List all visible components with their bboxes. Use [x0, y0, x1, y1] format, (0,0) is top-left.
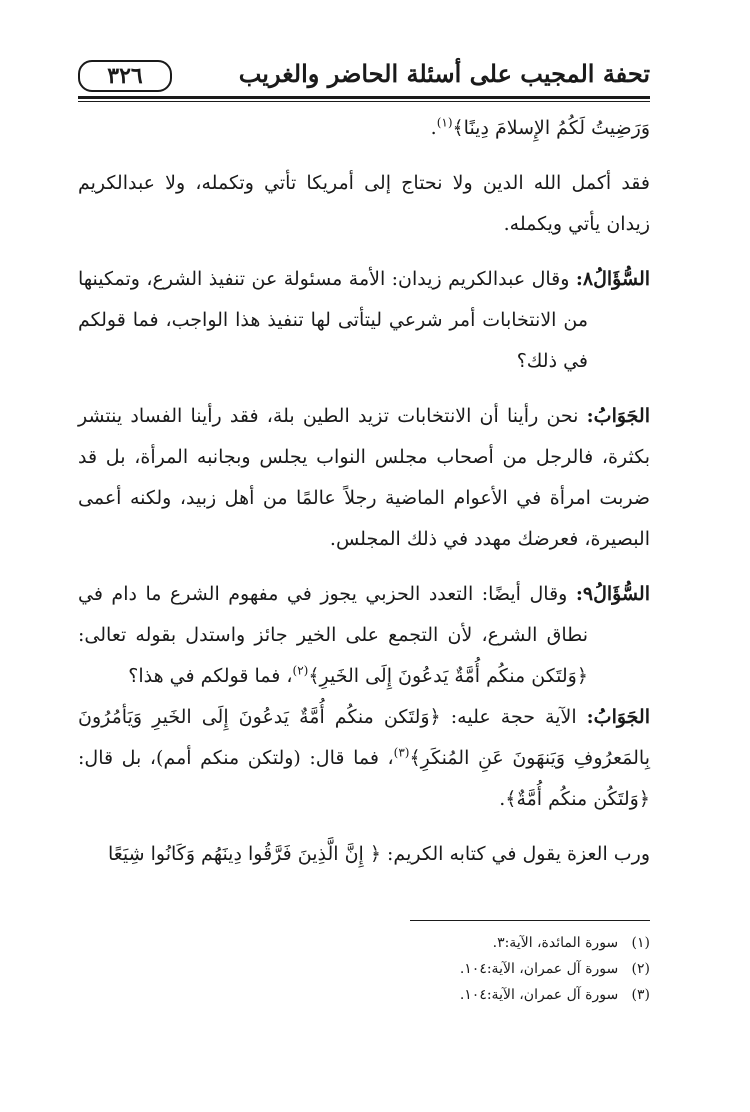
page-header: [78, 56, 650, 96]
answer-text: الآية حجة عليه: ﴿وَلتَكن منكُم أُمَّةٌ يَدعُونَ إِلَى الخَيرِ وَيَأمُرُونَ بِالمَعرُوفِ وَيَنهَونَ عَنِ المُنكَرِ﴾: [78, 706, 650, 769]
footnote-rule: [410, 920, 650, 921]
answer-label: الجَوَابُ:: [586, 405, 650, 427]
answer-9: الجَوَابُ: الآية حجة عليه: ﴿وَلتَكن منكُم أُمَّةٌ يَدعُونَ إِلَى الخَيرِ وَيَأمُرُونَ بِالمَعرُوفِ وَيَنهَونَ عَنِ المُنكَرِ﴾$^{(٣)}$، فما قال: (ولتكن منكم أمم)، بل قال: ﴿وَلتَكُن منكُم أُمَّةٌ﴾.: [78, 706, 650, 810]
question-label: السُّؤَالُ٩:: [575, 583, 650, 605]
answer-label: الجَوَابُ:: [586, 706, 650, 728]
paragraph: فقد أكمل الله الدين ولا نحتاج إلى أمريكا تأتي وتكمله، ولا عبدالكريم زيدان يأتي ويكمله.: [78, 172, 650, 235]
answer-text: نحن رأينا أن الانتخابات تزيد الطين بلة، فقد رأينا الفساد ينتشر بكثرة، فالرجل من أصحاب مجلس النواب يجلس وبجانبه المرأة، بل قد ضربت امرأة في الأعوام الماضية رجلاً عالمًا من أهل زبيد، ولكنه أعمى البصيرة، فعرضك مهدد في ذلك المجلس.: [78, 405, 650, 550]
book-title: تحفة المجيب على أسئلة الحاضر والغريب: [238, 59, 650, 88]
footnote-ref-1: (١): [436, 115, 453, 130]
paragraph: ورب العزة يقول في كتابه الكريم: ﴿ إِنَّ الَّذِينَ فَرَّقُوا دِينَهُم وَكَانُوا شِيَعًا: [107, 843, 650, 865]
verse-line: وَرَضِيتُ لَكُمُ الإِسلامَ دِينًا﴾$^{(١)}$.: [430, 115, 650, 139]
page-number: ٣٢٦: [78, 60, 172, 92]
question-9: السُّؤَالُ٩: وقال أيضًا: التعدد الحزبي يجوز في مفهوم الشرع ما دام في نطاق الشرع، لأن التجمع على الخير جائز واستدل بقوله تعالى: ﴿وَلتَكن منكُم أُمَّةٌ يَدعُونَ إِلَى الخَيرِ﴾$^{(٢)}$، فما قولكم في هذا؟: [78, 583, 650, 687]
footnote-2: (٢) سورة آل عمران، الآية:١٠٤.: [459, 961, 650, 977]
question-text: وقال أيضًا: التعدد الحزبي يجوز في مفهوم الشرع ما دام في نطاق الشرع، لأن التجمع على الخير جائز واستدل بقوله تعالى: ﴿وَلتَكن منكُم أُمَّةٌ يَدعُونَ إِلَى الخَيرِ﴾: [78, 583, 588, 687]
footnote-ref-3: (٣): [393, 745, 410, 760]
footnote-3: (٣) سورة آل عمران، الآية:١٠٤.: [459, 987, 650, 1003]
question-label: السُّؤَالُ٨:: [575, 268, 651, 290]
question-text: وقال عبدالكريم زيدان: الأمة مسئولة عن تنفيذ الشرع، وتمكينها من الانتخابات أمر شرعي ليتأتى لها تنفيذ هذا الواجب، فما قولكم في ذلك؟: [78, 268, 588, 372]
header-rule-thin: [78, 101, 650, 102]
header-rule: [78, 96, 650, 99]
footnote-1: (١) سورة المائدة، الآية:٣.: [492, 935, 650, 951]
answer-8: [78, 396, 650, 560]
question-8: [78, 259, 650, 382]
footnote-ref-2: (٢): [292, 663, 309, 678]
page-body: [78, 108, 650, 875]
